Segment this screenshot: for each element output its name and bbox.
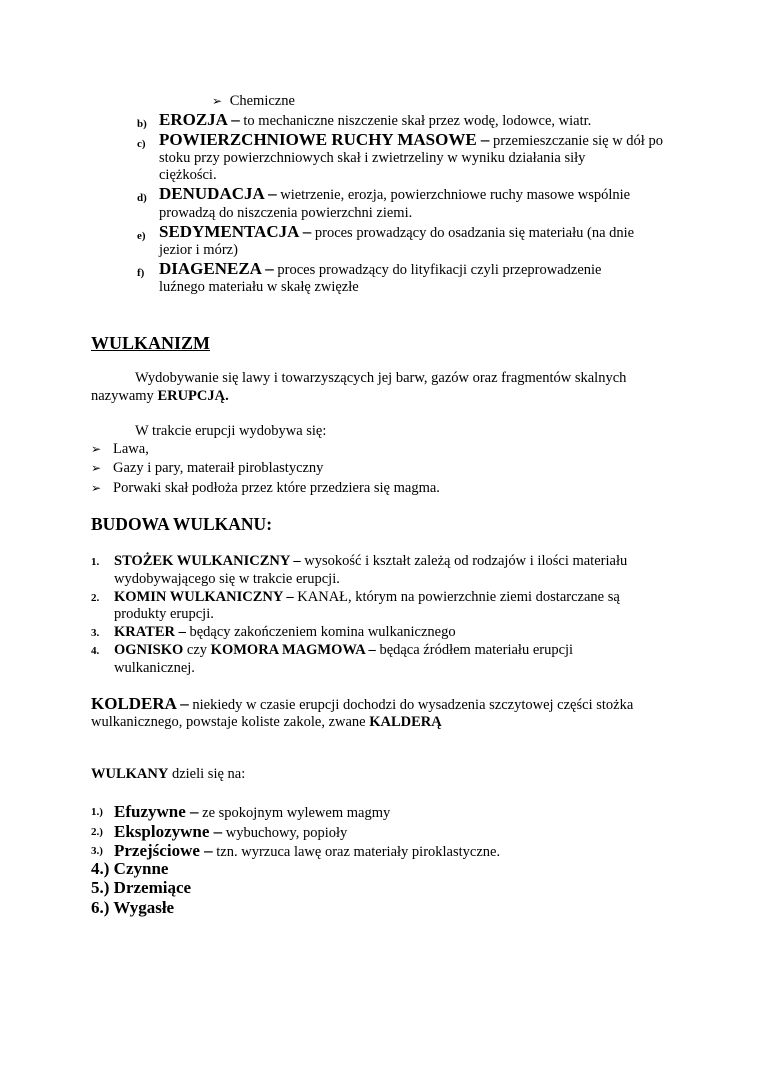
item-label: 1.)	[91, 806, 103, 818]
item-desc-line: wydobywającego się w trakcie erupcji.	[114, 571, 340, 587]
item-label: 4.	[91, 645, 100, 657]
item-desc-line: stoku przy powierzchniowych skał i zwietrzeliny w wyniku działania siły	[159, 150, 586, 166]
item-term: Efuzywne –	[114, 802, 199, 821]
item-desc-line: jezior i mórz)	[159, 242, 238, 258]
item-term: POWIERZCHNIOWE RUCHY MASOWE –	[159, 130, 490, 149]
top-list-item-f	[137, 263, 144, 281]
item-desc: ze spokojnym wylewem magmy	[202, 805, 391, 821]
item-mid: czy	[186, 642, 208, 658]
item-desc: KANAŁ, którym na powierzchnie ziemi dostarczane są	[297, 589, 620, 605]
top-list-text-e	[159, 222, 634, 242]
wulkany-item-6: 6.) Wygasłe	[91, 898, 175, 917]
top-list-item-e	[137, 226, 146, 244]
top-list-item-c	[137, 134, 146, 152]
item-term: Eksplozywne –	[114, 822, 223, 841]
item-desc: wietrzenie, erozja, powierzchniowe ruchy masowe wspólnie	[280, 187, 631, 203]
item-label: f)	[137, 267, 145, 279]
paragraph-line: Wydobywanie się lawy i towarzyszących jej barw, gazów oraz fragmentów skalnych	[135, 370, 627, 386]
bullet-item	[91, 459, 324, 477]
item-desc-line: ciężkości.	[159, 167, 217, 183]
item-desc: proces prowadzący do lityfikacji czyli przeprowadzenie	[277, 262, 602, 278]
paragraph-text: nazywamy	[91, 388, 154, 404]
budowa-item-1	[114, 552, 627, 570]
koldera-term: KOLDERA –	[91, 694, 189, 713]
bullet-text: Porwaki skał podłoża przez które przedziera się magma.	[113, 480, 440, 496]
item-term: EROZJA –	[159, 110, 240, 129]
arrow-bullet-icon: ➢	[91, 442, 102, 456]
item-desc-line: produkty erupcji.	[114, 606, 214, 622]
list-item-chemiczne	[212, 92, 295, 110]
top-list-text-d	[159, 184, 630, 204]
item-label: 2.	[91, 592, 100, 604]
paragraph-line	[91, 387, 229, 405]
wulkany-text: dzieli się na:	[171, 766, 246, 782]
item-label: 3.)	[91, 845, 103, 857]
wulkany-term: WULKANY	[91, 766, 169, 782]
section-heading-budowa: BUDOWA WULKANU:	[91, 514, 273, 534]
bullet-text: Lawa,	[113, 441, 149, 457]
item-desc: proces prowadzący do osadzania się materiału (na dnie	[314, 225, 635, 241]
arrow-bullet-icon: ➢	[212, 94, 223, 108]
bullet-item	[91, 440, 149, 458]
item-desc: wybuchowy, popioły	[225, 825, 348, 841]
item-desc: tzn. wyrzuca lawę oraz materiały piroklastyczne.	[216, 844, 501, 860]
top-list-item-d	[137, 188, 147, 206]
bullet-text: Gazy i pary, materaił piroblastyczny	[113, 460, 324, 476]
item-label: e)	[137, 230, 146, 242]
item-label: d)	[137, 192, 147, 204]
item-term: STOŻEK WULKANICZNY –	[114, 553, 301, 569]
item-desc-line: prowadzą do niszczenia powierzchni ziemi.	[159, 205, 413, 221]
wulkany-item-1	[114, 802, 390, 822]
item-label: 1.	[91, 556, 100, 568]
item-term: DIAGENEZA –	[159, 259, 274, 278]
section-heading-wulkanizm: WULKANIZM	[91, 333, 211, 353]
top-list-text-b	[159, 110, 591, 130]
budowa-item-3	[114, 623, 456, 641]
kaldera-term: KALDERĄ	[369, 714, 442, 730]
koldera-text: wulkanicznego, powstaje koliste zakole, zwane	[91, 714, 366, 730]
wulkany-item-3	[114, 841, 500, 861]
wulkany-intro	[91, 765, 245, 783]
item-term: KRATER –	[114, 624, 186, 640]
item-desc: to mechaniczne niszczenie skał przez wodę, lodowce, wiatr.	[243, 113, 592, 129]
item-label: b)	[137, 118, 147, 130]
wulkany-item-5: 5.) Drzemiące	[91, 878, 192, 897]
arrow-bullet-icon: ➢	[91, 481, 102, 495]
bullet-intro: W trakcie erupcji wydobywa się:	[135, 423, 327, 439]
item-desc: będąca źródłem materiału erupcji	[379, 642, 574, 658]
item-term-2: KOMORA MAGMOWA –	[210, 642, 376, 658]
item-desc: przemieszczanie się w dół po	[493, 133, 663, 149]
budowa-item-2	[114, 588, 620, 606]
item-term: Przejściowe –	[114, 841, 213, 860]
koldera-line	[91, 713, 442, 731]
top-list-text-c	[159, 130, 663, 150]
item-desc-line: luźnego materiału w skałę zwięzłe	[159, 279, 359, 295]
item-term: KOMIN WULKANICZNY –	[114, 589, 294, 605]
item-desc: będący zakończeniem komina wulkanicznego	[189, 624, 456, 640]
top-list-item-b	[137, 114, 147, 132]
arrow-bullet-icon: ➢	[91, 461, 102, 475]
erupcja-term: ERUPCJĄ.	[157, 388, 229, 404]
item-label: 3.	[91, 627, 100, 639]
top-list-text-f	[159, 259, 602, 279]
wulkany-item-4: 4.) Czynne	[91, 859, 169, 878]
item-term: DENUDACJA –	[159, 184, 277, 203]
koldera-paragraph	[91, 694, 633, 714]
budowa-item-4	[114, 641, 573, 659]
wulkany-item-2	[114, 822, 347, 842]
item-label: c)	[137, 138, 146, 150]
item-text: Chemiczne	[229, 93, 295, 109]
item-term: OGNISKO	[114, 642, 184, 658]
item-desc-line: wulkanicznej.	[114, 660, 195, 676]
bullet-item	[91, 479, 440, 497]
item-desc: wysokość i kształt zależą od rodzajów i ilości materiału	[304, 553, 628, 569]
item-label: 2.)	[91, 826, 103, 838]
item-term: SEDYMENTACJA –	[159, 222, 312, 241]
koldera-text: niekiedy w czasie erupcji dochodzi do wysadzenia szczytowej części stożka	[192, 697, 634, 713]
